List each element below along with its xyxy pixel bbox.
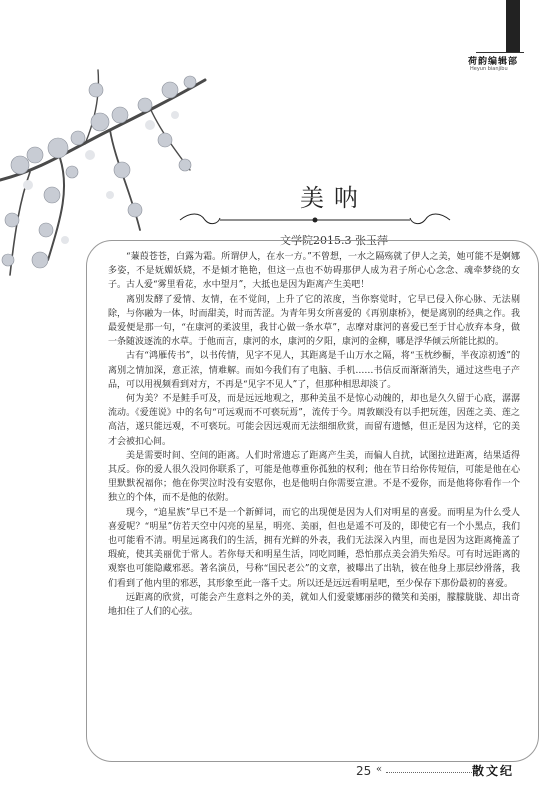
title-ornament	[170, 212, 460, 228]
paragraph-2: 离别发酵了爱情、友情，在不觉间，上升了它的浓度，当你察觉时，它早已侵入你心脉、无法剔除，与你融为一体，时而甜美，时而苦涩。为青年男女所喜爱的《再别康桥》，便是离别的经典之作。我最爱便是那一句，“在康河的柔波里，我甘心做一条水草”，志摩对康河的喜爱已至于甘心放弃本身，做一条随波逐流的水草。于他而言，康河的水，康河的夕阳，康河的金柳，哪是浮华倾云所能比拟的。	[108, 294, 520, 348]
paragraph-1: “蒹葭苍苍，白露为霜。所谓伊人，在水一方。”不曾想，一水之隔殇就了伊人之美，她可能不是婀娜多姿，不是妩媚妖娆，不是倾才艳艳，但这一点也不妨碍那伊人成为君子所心心念念、魂牵梦绕的女子。古人爱“雾里看花，水中望月”，大抵也是因为距离产生美吧！	[108, 252, 520, 291]
article-byline: 文学院2015.3 张玉萍	[280, 234, 388, 247]
paragraph-6: 现今，“追星族”早已不是一个新鲜词，而它的出现便是因为人们对明星的喜爱。而明星为什么受人喜爱呢？“明星”仿若天空中闪亮的星星，明亮、美丽，但也是遥不可及的，即使它有一个小黑点，我们也可能看不清。明星远离我们的生活，拥有光鲜的外表，我们无法深入内里，而也是因为这距离掩盖了瑕疵，使其美丽优于常人。若你每天和明星生活，同吃同睡，恐怕那点美会消失殆尽。可有时远距离的观察也可能隐藏邪恶。著名演员，号称“国民老公”的文章，被曝出了出轨，彼在他身上那层纱滑落，我们看到了他内里的邪恶，其形象至此一落千丈。所以还是远远看明星吧，至少保存下那份最初的喜爱。	[108, 507, 520, 589]
paragraph-5: 美是需要时间、空间的距离。人们时常遗忘了距离产生美，而偏人自扰，试图拉进距离，结果适得其反。你的爱人很久没同你联系了，可能是他尊重你孤独的权利；他在节日给你传短信，可能是他在心里默默祝福你；他在你哭泣时没有安慰你，也是他明白你需要宣泄。不是不爱你，而是他将你看作一个独立的个体，而不是他的依附。	[108, 450, 520, 504]
header-rule	[476, 52, 524, 53]
section-sublabel: Heyun bianjibu	[470, 66, 508, 72]
paragraph-4: 何为美？不是鲑手可及，而是远远地观之，那种美虽不是惊心动魄的，却也是久久留于心底，潺潺流动。《爱莲说》中的名句“可远观而不可亵玩焉”，流传于今。周敦颐没有以手把玩莲，因莲之美、莲之高洁，遂只能远观，不可亵玩。可能会因远观而无法细细欣赏，而留有遗憾，但正是因为这样，它的美才会被扣心间。	[108, 394, 520, 447]
footer-arrow-icon: «	[376, 764, 383, 775]
article-body	[108, 250, 520, 619]
footer-dotted-rule	[386, 772, 476, 774]
header-bar	[506, 0, 520, 52]
page-number: 25	[356, 764, 372, 778]
column-name: 散文纪	[472, 764, 515, 778]
paragraph-7: 远距离的欣赏，可能会产生意料之外的美，就如人们爱蒙娜丽莎的微笑和美丽，朦朦胧胧、却出奇地扣住了人们的心弦。	[108, 592, 520, 618]
section-label: 荷韵编辑部	[468, 57, 519, 67]
paragraph-3: 古有“鸿雁传书”，以书传情，见字不见人，其距离是千山万水之隔，将“玉枕纱橱，半夜凉初透”的离别之情加深，意正浓，情难解。而如今我们有了电脑、手机……书信反而渐渐消失，通过这些电子产品，可以用视频看到对方，不再是“见字不见人”了，但那种相思却淡了。	[108, 351, 520, 390]
article-title: 美呐	[300, 184, 368, 212]
